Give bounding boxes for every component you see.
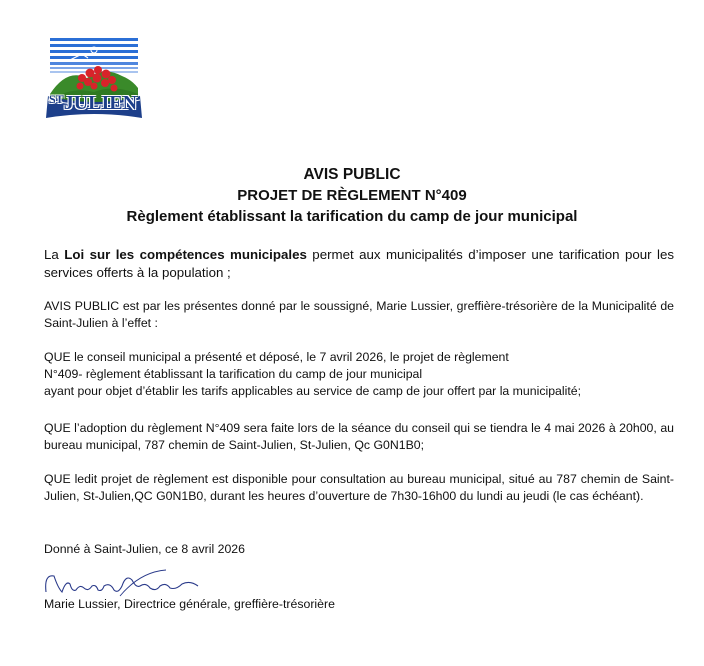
paragraph-notice: AVIS PUBLIC est par les présentes donné par le soussigné, Marie Lussier, greffière-trésorière de la Municipalité de Saint-Julien à l’effet :: [44, 299, 674, 330]
logo-main-text: JULIEN: [63, 92, 138, 114]
paragraph-consultation: QUE ledit projet de règlement est disponible pour consultation au bureau municipal, situé au 787 chemin de Saint-Julien, St-Julien,QC G0N1B0, durant les heures d’ouverture de 7h30-16h00 du lundi au jeudi (le cas échéant).: [44, 472, 674, 503]
logo-sky: [50, 38, 138, 73]
paragraph-adoption: QUE l’adoption du règlement N°409 sera faite lors de la séance du conseil qui se tiendra le 4 mai 2026 à 20h00, au bureau municipal, 787 chemin de Saint-Julien, St-Julien, Qc G0N1B0;: [44, 421, 674, 452]
paragraph-presentation-line2: N°409- règlement établissant la tarification du camp de jour municipal: [44, 367, 423, 381]
logo-flowers: [77, 66, 118, 92]
logo-prefix: ST: [49, 92, 64, 106]
notice-title: AVIS PUBLIC: [303, 166, 401, 183]
paragraph-law: [44, 246, 674, 282]
signature-caption: Marie Lussier, Directrice générale, greffière-trésorière: [44, 597, 335, 611]
notice-regulation-title: Règlement établissant la tarification du camp de jour municipal: [126, 208, 578, 225]
paragraph-presentation: [44, 349, 674, 400]
paragraph-law-end: permet aux municipalités d’imposer une tarification pour les services offerts à la population ;: [44, 247, 674, 280]
notice-headings: [0, 164, 704, 227]
paragraph-given-at: Donné à Saint-Julien, ce 8 avril 2026: [44, 542, 245, 556]
paragraph-presentation-line3: ayant pour objet d’établir les tarifs applicables au service de camp de jour offert par la municipalité;: [44, 384, 582, 398]
paragraph-presentation-line1: QUE le conseil municipal a présenté et déposé, le 7 avril 2026, le projet de règlement: [44, 350, 509, 364]
paragraph-law-start: La: [44, 247, 65, 262]
logo-wordmark: [49, 92, 137, 115]
notice-subtitle: PROJET DE RÈGLEMENT N°409: [237, 187, 467, 204]
law-name: Loi sur les compétences municipales: [64, 247, 307, 262]
